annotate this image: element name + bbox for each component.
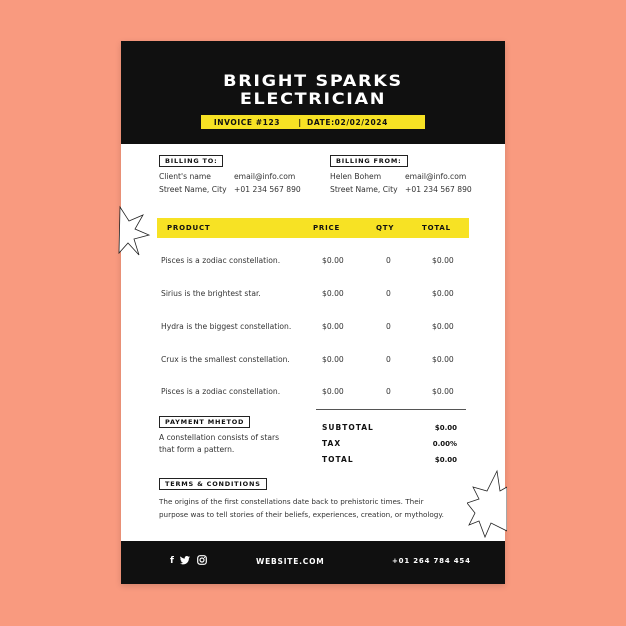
invoice-meta-bar <box>201 115 425 129</box>
table-header <box>157 218 469 238</box>
row-total: $0.00 <box>432 322 454 331</box>
row-total: $0.00 <box>432 387 454 396</box>
tax-label: TAX <box>322 439 342 448</box>
instagram-icon[interactable] <box>197 555 207 565</box>
row-qty: 0 <box>386 387 391 396</box>
row-qty: 0 <box>386 289 391 298</box>
billing-from-email: email@info.com <box>405 172 467 181</box>
subtotal-value: $0.00 <box>434 424 457 432</box>
row-price: $0.00 <box>322 322 344 331</box>
invoice-date: DATE:02/02/2024 <box>307 117 388 127</box>
billing-from-address: Street Name, City <box>330 185 398 194</box>
table-row <box>121 355 505 369</box>
footer-phone: +01 264 784 454 <box>392 557 471 565</box>
row-qty: 0 <box>386 355 391 364</box>
row-product: Crux is the smallest constellation. <box>161 355 290 364</box>
row-qty: 0 <box>386 256 391 265</box>
table-row <box>121 387 505 401</box>
row-product: Sirius is the brightest star. <box>161 289 261 298</box>
row-product: Pisces is a zodiac constellation. <box>161 256 281 265</box>
row-total: $0.00 <box>432 289 454 298</box>
facebook-icon[interactable]: f <box>170 556 174 566</box>
row-price: $0.00 <box>322 387 344 396</box>
footer-website[interactable]: WEBSITE.COM <box>256 557 325 566</box>
table-row <box>121 256 505 270</box>
company-title-line2: ELECTRICIAN <box>239 89 387 108</box>
table-row <box>121 322 505 336</box>
payment-text-line2: that form a pattern. <box>159 445 235 454</box>
starburst-right-icon <box>467 469 507 539</box>
col-qty: QTY <box>376 224 395 232</box>
row-price: $0.00 <box>322 256 344 265</box>
col-total: TOTAL <box>422 224 451 232</box>
total-label: TOTAL <box>322 455 354 464</box>
meta-separator: | <box>298 117 302 127</box>
invoice-number: INVOICE #123 <box>213 117 281 127</box>
company-title <box>102 72 524 108</box>
billing-from-name: Helen Bohem <box>330 172 382 181</box>
total-value: $0.00 <box>434 456 457 464</box>
row-total: $0.00 <box>432 256 454 265</box>
terms-label: TERMS & CONDITIONS <box>159 478 267 490</box>
col-price: PRICE <box>313 224 341 232</box>
terms-text-line1: The origins of the first constellations date back to prehistoric times. Their <box>159 497 424 506</box>
payment-text-line1: A constellation consists of stars <box>159 433 280 442</box>
row-price: $0.00 <box>322 355 344 364</box>
row-qty: 0 <box>386 322 391 331</box>
invoice-header <box>121 41 505 144</box>
billing-from-label: BILLING FROM: <box>330 155 408 167</box>
twitter-icon[interactable] <box>180 556 190 565</box>
billing-to-address: Street Name, City <box>159 185 227 194</box>
row-price: $0.00 <box>322 289 344 298</box>
table-row <box>121 289 505 303</box>
tax-value: 0.00% <box>432 440 457 448</box>
billing-to-email: email@info.com <box>234 172 296 181</box>
billing-to-label: BILLING TO: <box>159 155 223 167</box>
col-product: PRODUCT <box>167 224 211 232</box>
row-product: Hydra is the biggest constellation. <box>161 322 292 331</box>
row-product: Pisces is a zodiac constellation. <box>161 387 281 396</box>
invoice-footer <box>121 541 505 584</box>
billing-from-phone: +01 234 567 890 <box>405 185 472 194</box>
subtotal-label: SUBTOTAL <box>322 423 374 432</box>
invoice-sheet <box>121 41 505 584</box>
payment-method-label: PAYMENT MHETOD <box>159 416 250 428</box>
billing-to-name: Client's name <box>159 172 211 181</box>
billing-to-phone: +01 234 567 890 <box>234 185 301 194</box>
company-title-line1: BRIGHT SPARKS <box>223 71 403 90</box>
terms-text-line2: purpose was to tell stories of their beliefs, experiences, creation, or mythology. <box>159 510 444 519</box>
summary-divider <box>316 409 466 410</box>
row-total: $0.00 <box>432 355 454 364</box>
starburst-left-icon <box>117 205 151 259</box>
